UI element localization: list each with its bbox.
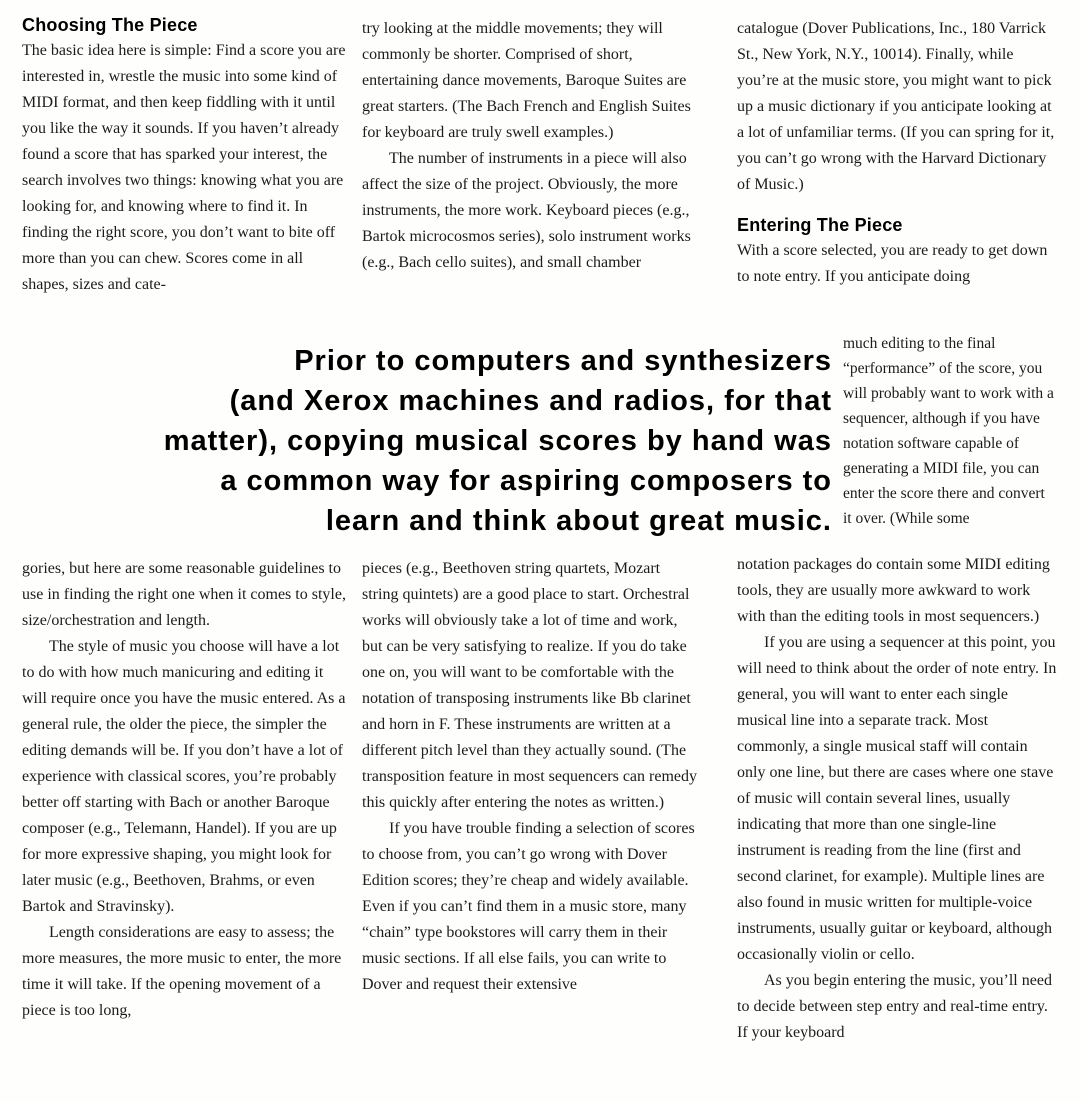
col3-paragraph-2-wrap: much editing to the final “performance” of the score, you will probably want to work with a sequencer, although if you have notation software capable of generating a MIDI file, you can enter the score there and convert it over. (While some bbox=[843, 335, 1054, 527]
heading-entering-the-piece: Entering The Piece bbox=[737, 215, 903, 235]
col1-paragraph-2: The style of music you choose will have a lot to do with how much manicuring and editing it will require once you have the music entered. As a general rule, the older the piece, the simpler the editing demands will be. If you don’t have a lot of experience with classical scores, you’re probably better off starting with Bach or another Baroque composer (e.g., Telemann, Handel). If you are up for more expressive shaping, you might look for later music (e.g., Beethoven, Brahms, or even Bartok and Stravinsky). bbox=[22, 638, 346, 915]
pull-quote-line: Prior to computers and synthesizers bbox=[294, 345, 832, 377]
column3-top-block bbox=[737, 16, 1057, 332]
col1-paragraph-1: The basic idea here is simple: Find a score you are interested in, wrestle the music into some kind of MIDI format, and then keep fiddling with it until you like the way it sounds. If you haven’t already found a score that has sparked your interest, the search involves two things: knowing what you are looking for, and knowing where to find it. In finding the right score, you don’t want to bite off more than you can chew. Scores come in all shapes, sizes and cate- bbox=[22, 42, 346, 293]
col2-paragraph-3: If you have trouble finding a selection of scores to choose from, you can’t go wrong with Dover Edition scores; they’re cheap and widely available. Even if you can’t find them in a music store, many “chain” type bookstores will carry them in their music sections. If all else fails, you can write to Dover and request their extensive bbox=[362, 820, 695, 993]
col3-paragraph-4: As you begin entering the music, you’ll need to decide between step entry and real-time entry. If your keyboard bbox=[737, 972, 1052, 1041]
column3-wrapped-text-block bbox=[843, 331, 1056, 561]
col2-paragraph-2: The number of instruments in a piece will also affect the size of the project. Obviously, the more instruments, the more work. Keyboard pieces (e.g., Bartok microcosmos series), solo instrument works (e.g., Bach cello suites), and small chamber bbox=[362, 150, 691, 271]
col2-paragraph-1: try looking at the middle movements; they will commonly be shorter. Comprised of short, entertaining dance movements, Baroque Suites are great starters. (The Bach French and English Suites for keyboard are truly swell examples.) bbox=[362, 20, 691, 141]
col2-paragraph-2-continued: pieces (e.g., Beethoven string quartets, Mozart string quintets) are a good place to start. Orchestral works will obviously take a lot of time and work, but can be very satisfying to realize. If you do take one on, you will want to be comfortable with the notation of transposing instruments like Bb clarinet and horn in F. These instruments are written at a different pitch level than they actually sound. (The transposition feature in most sequencers can remedy this quickly after entering the notes as written.) bbox=[362, 560, 697, 811]
col3-paragraph-3: If you are using a sequencer at this point, you will need to think about the order of note entry. In general, you will want to enter each single musical line into a separate track. Most commonly, a single musical staff will contain only one line, but there are cases where one stave of music will contain several lines, usually indicating that more than one single-line instrument is reading from the line (first and second clarinet, for example). Multiple lines are also found in music written for multiple-voice instruments, usually guitar or keyboard, although occasionally violin or cello. bbox=[737, 634, 1057, 963]
column1-bottom-block bbox=[22, 556, 352, 1102]
pull-quote-line: learn and think about great music. bbox=[325, 505, 832, 537]
column3-bottom-block bbox=[737, 552, 1057, 1102]
column2-top-block bbox=[362, 16, 698, 332]
col3-paragraph-2-continued: notation packages do contain some MIDI editing tools, they are usually more awkward to work with than the editing tools in most sequencers.) bbox=[737, 556, 1050, 625]
col1-paragraph-1-continued: gories, but here are some reasonable guidelines to use in finding the right one when it comes to style, size/orchestration and length. bbox=[22, 560, 346, 629]
col3-paragraph-2-start: With a score selected, you are ready to get down to note entry. If you anticipate doing bbox=[737, 242, 1048, 285]
col1-paragraph-3: Length considerations are easy to assess; the more measures, the more music to enter, the more time it will take. If the opening movement of a piece is too long, bbox=[22, 924, 342, 1019]
pull-quote-line: a common way for aspiring composers to bbox=[220, 465, 832, 497]
pull-quote-line: matter), copying musical scores by hand was bbox=[163, 425, 832, 457]
column2-bottom-block bbox=[362, 556, 698, 1102]
heading-choosing-the-piece: Choosing The Piece bbox=[22, 15, 198, 35]
col3-paragraph-1: catalogue (Dover Publications, Inc., 180 Varrick St., New York, N.Y., 10014). Finally, while you’re at the music store, you might want to pick up a music dictionary if you anticipate looking at a lot of unfamiliar terms. (If you can spring for it, you can’t go wrong with the Harvard Dictionary of Music.) bbox=[737, 20, 1055, 193]
column1-top-block bbox=[22, 12, 352, 334]
pull-quote-line: (and Xerox machines and radios, for that bbox=[229, 385, 832, 417]
pull-quote bbox=[20, 341, 832, 546]
